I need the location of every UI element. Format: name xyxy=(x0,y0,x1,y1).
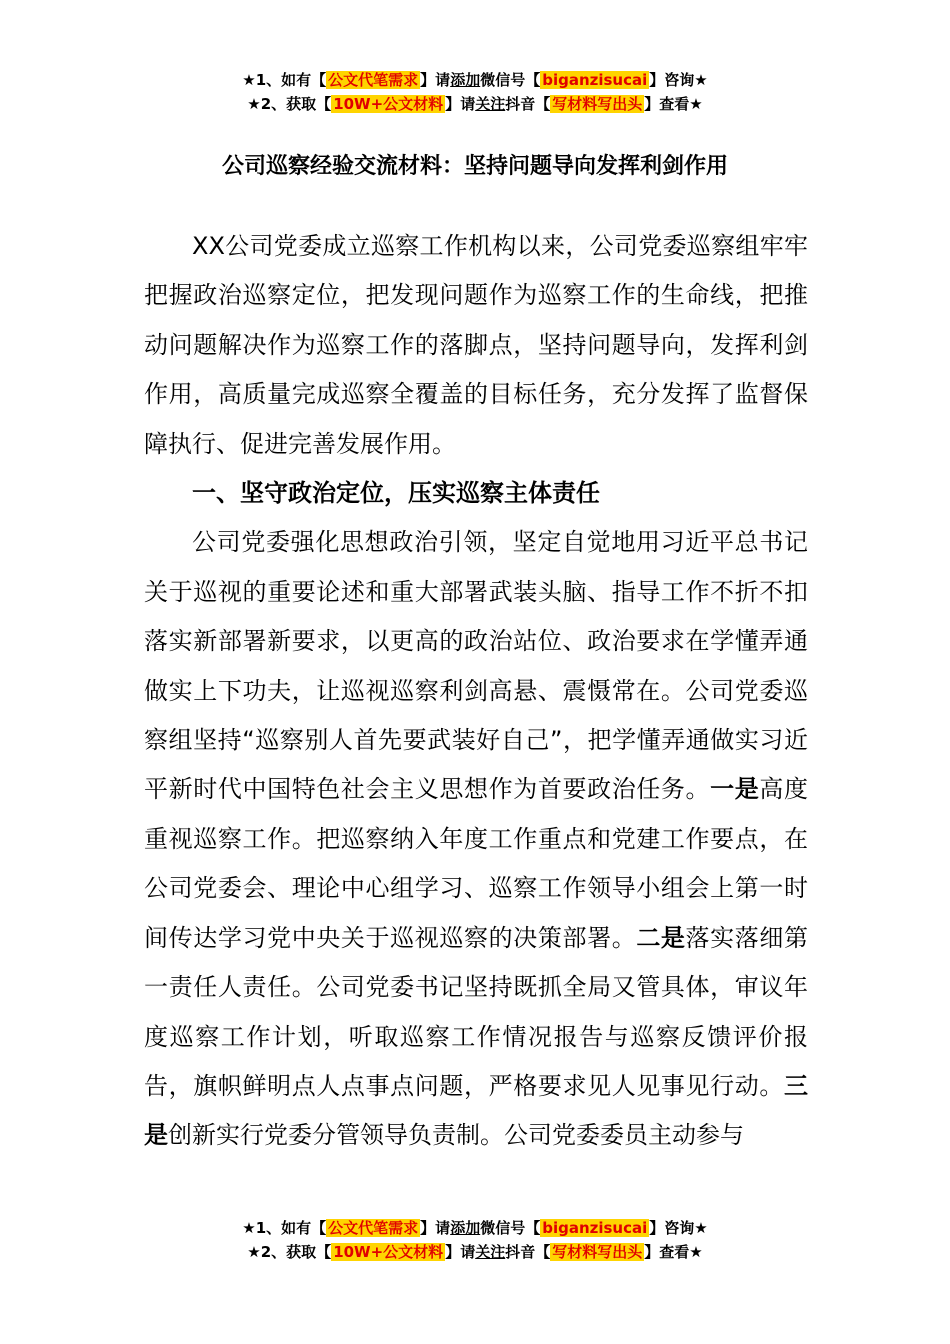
banner-underline: 添加 xyxy=(450,1219,481,1237)
banner-text: 】请 xyxy=(420,71,451,89)
document-title: 公司巡察经验交流材料：坚持问题导向发挥利剑作用 xyxy=(221,154,728,179)
section-heading: 一、坚守政治定位，压实巡察主体责任 xyxy=(192,479,600,508)
banner-underline: 添加 xyxy=(450,71,481,89)
banner-text: 】请 xyxy=(420,1219,451,1237)
banner-highlight: 写材料写出头 xyxy=(552,95,643,113)
banner-highlight: 公文代笔需求 xyxy=(328,71,419,89)
banner-line-1 xyxy=(0,68,950,92)
banner-text: 】请 xyxy=(445,95,476,113)
banner-text: ★1、如有【 xyxy=(242,71,327,89)
paragraph-text: 高度重视巡察工作。把巡察纳入年度工作重点和党建工作要点，在公司党委会、理论中心组学习、巡察工作领导小组会上第一时间传达学习党中央关于巡视巡察的决策部署。 xyxy=(144,775,809,952)
document-body xyxy=(144,222,808,1161)
banner-text: 】请 xyxy=(445,1243,476,1261)
banner-text: 】咨询★ xyxy=(649,71,708,89)
banner-text: ★2、获取【 xyxy=(247,95,332,113)
banner-line-2 xyxy=(0,1240,950,1264)
banner-underline: 关注 xyxy=(475,1243,506,1261)
point-marker: 一是 xyxy=(710,775,760,804)
banner-highlight: 10W+公文材料 xyxy=(333,95,444,113)
paragraph-text: 公司党委强化思想政治引领，坚定自觉地用习近平总书记关于巡视的重要论述和重大部署武装头脑、指导工作不折不扣落实新部署新要求，以更高的政治站位、政治要求在学懂弄通做实上下功夫，让巡视巡察利剑高悬、震慑常在。公司党委巡察组坚持“巡察别人首先要武装好自己”，把学懂弄通做实习近平新时代中国特色社会主义思想作为首要政治任务。 xyxy=(144,528,808,804)
paragraph-section-1 xyxy=(144,518,808,1160)
banner-highlight: biganzisucai xyxy=(542,1219,648,1237)
banner-text: 微信号【 xyxy=(480,1219,541,1237)
banner-text: 抖音【 xyxy=(505,1243,551,1261)
banner-text: 】咨询★ xyxy=(649,1219,708,1237)
banner-highlight: 写材料写出头 xyxy=(552,1243,643,1261)
banner-text: 】查看★ xyxy=(644,1243,703,1261)
banner-underline: 关注 xyxy=(475,95,506,113)
footer-banner xyxy=(0,1216,950,1264)
banner-highlight: biganzisucai xyxy=(542,71,648,89)
banner-highlight: 10W+公文材料 xyxy=(333,1243,444,1261)
banner-line-1 xyxy=(0,1216,950,1240)
banner-text: 微信号【 xyxy=(480,71,541,89)
point-marker: 三是 xyxy=(144,1071,808,1150)
banner-text: 】查看★ xyxy=(644,95,703,113)
banner-line-2 xyxy=(0,92,950,116)
header-banner xyxy=(0,68,950,116)
banner-text: ★1、如有【 xyxy=(242,1219,327,1237)
banner-text: ★2、获取【 xyxy=(247,1243,332,1261)
point-marker: 二是 xyxy=(636,923,686,952)
banner-highlight: 公文代笔需求 xyxy=(328,1219,419,1237)
paragraph-intro: XX公司党委成立巡察工作机构以来，公司党委巡察组牢牢把握政治巡察定位，把发现问题作为巡察工作的生命线，把推动问题解决作为巡察工作的落脚点，坚持问题导向，发挥利剑作用，高质量完成巡察全覆盖的目标任务，充分发挥了监督保障执行、促进完善发展作用。 xyxy=(144,232,808,458)
paragraph-text: 落实落细第一责任人责任。公司党委书记坚持既抓全局又管具体，审议年度巡察工作计划，听取巡察工作情况报告与巡察反馈评价报告，旗帜鲜明点人点事点问题，严格要求见人见事见行动。 xyxy=(144,923,809,1100)
paragraph-text: 创新实行党委分管领导负责制。公司党委委员主动参与 xyxy=(168,1121,744,1150)
banner-text: 抖音【 xyxy=(505,95,551,113)
